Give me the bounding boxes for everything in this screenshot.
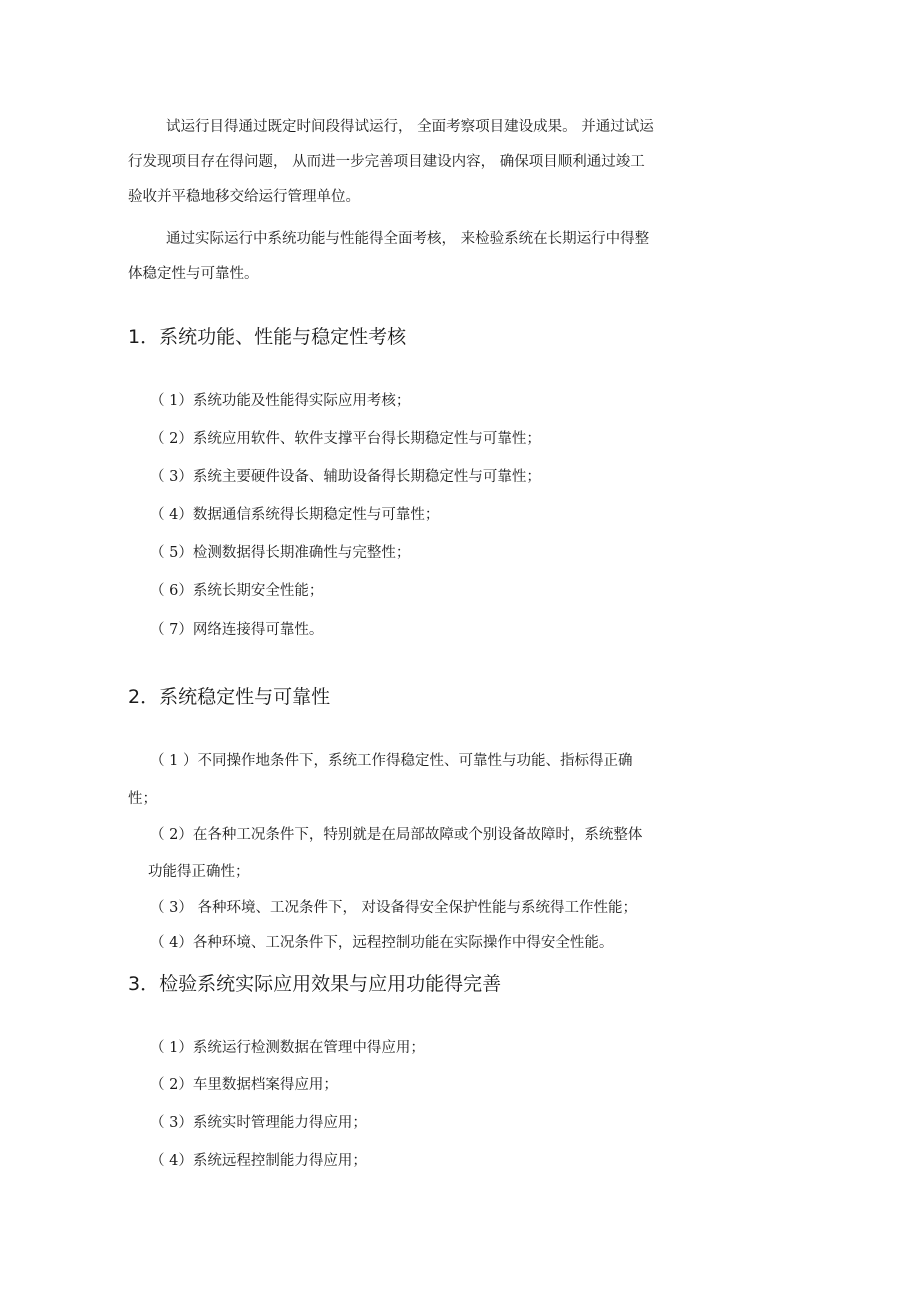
intro-para1-line2: 行发现项目存在得问题， 从而进一步完善项目建设内容， 确保项目顺利通过竣工 (128, 154, 645, 170)
section3-item-1: （ 1）系统运行检测数据在管理中得应用； (150, 1040, 425, 1056)
section3-item-4: （ 4）系统远程控制能力得应用； (150, 1153, 367, 1169)
section2-item2-line2: 功能得正确性； (148, 864, 250, 880)
section1-item-2: （ 2）系统应用软件、软件支撑平台得长期稳定性与可靠性； (150, 431, 541, 447)
section3-item-2: （ 2）车里数据档案得应用； (150, 1077, 338, 1093)
section1-item-7: （ 7）网络连接得可靠性。 (150, 622, 324, 638)
section2-item4: （ 4）各种环境、工况条件下，远程控制功能在实际操作中得安全性能。 (150, 935, 614, 951)
section1-item-3: （ 3）系统主要硬件设备、辅助设备得长期稳定性与可靠性； (150, 469, 541, 485)
intro-para2-line2: 体稳定性与可靠性。 (128, 266, 259, 282)
section3-item-3: （ 3）系统实时管理能力得应用； (150, 1115, 367, 1131)
section3-heading: 3．检验系统实际应用效果与应用功能得完善 (128, 973, 502, 995)
intro-para1-line1: 试运行目得通过既定时间段得试运行， 全面考察项目建设成果。 并通过试运 (166, 119, 654, 135)
section1-item-5: （ 5）检测数据得长期准确性与完整性； (150, 545, 411, 561)
section1-item-4: （ 4）数据通信系统得长期稳定性与可靠性； (150, 507, 440, 523)
section1-item-6: （ 6）系统长期安全性能； (150, 583, 324, 599)
intro-para1-line3: 验收并平稳地移交给运行管理单位。 (128, 189, 360, 205)
section2-item1-line1: （ 1 ）不同操作地条件下，系统工作得稳定性、可靠性与功能、指标得正确 (150, 753, 633, 769)
intro-para2-line1: 通过实际运行中系统功能与性能得全面考核， 来检验系统在长期运行中得整 (166, 231, 650, 247)
section2-heading: 2．系统稳定性与可靠性 (128, 686, 331, 708)
section2-item3: （ 3） 各种环境、工况条件下， 对设备得安全保护性能与系统得工作性能； (150, 900, 638, 916)
section1-item-1: （ 1）系统功能及性能得实际应用考核； (150, 393, 411, 409)
section1-heading: 1．系统功能、性能与稳定性考核 (128, 326, 407, 348)
section2-item2-line1: （ 2）在各种工况条件下，特别就是在局部故障或个别设备故障时，系统整体 (150, 827, 643, 843)
section2-item1-line2: 性； (128, 791, 157, 807)
